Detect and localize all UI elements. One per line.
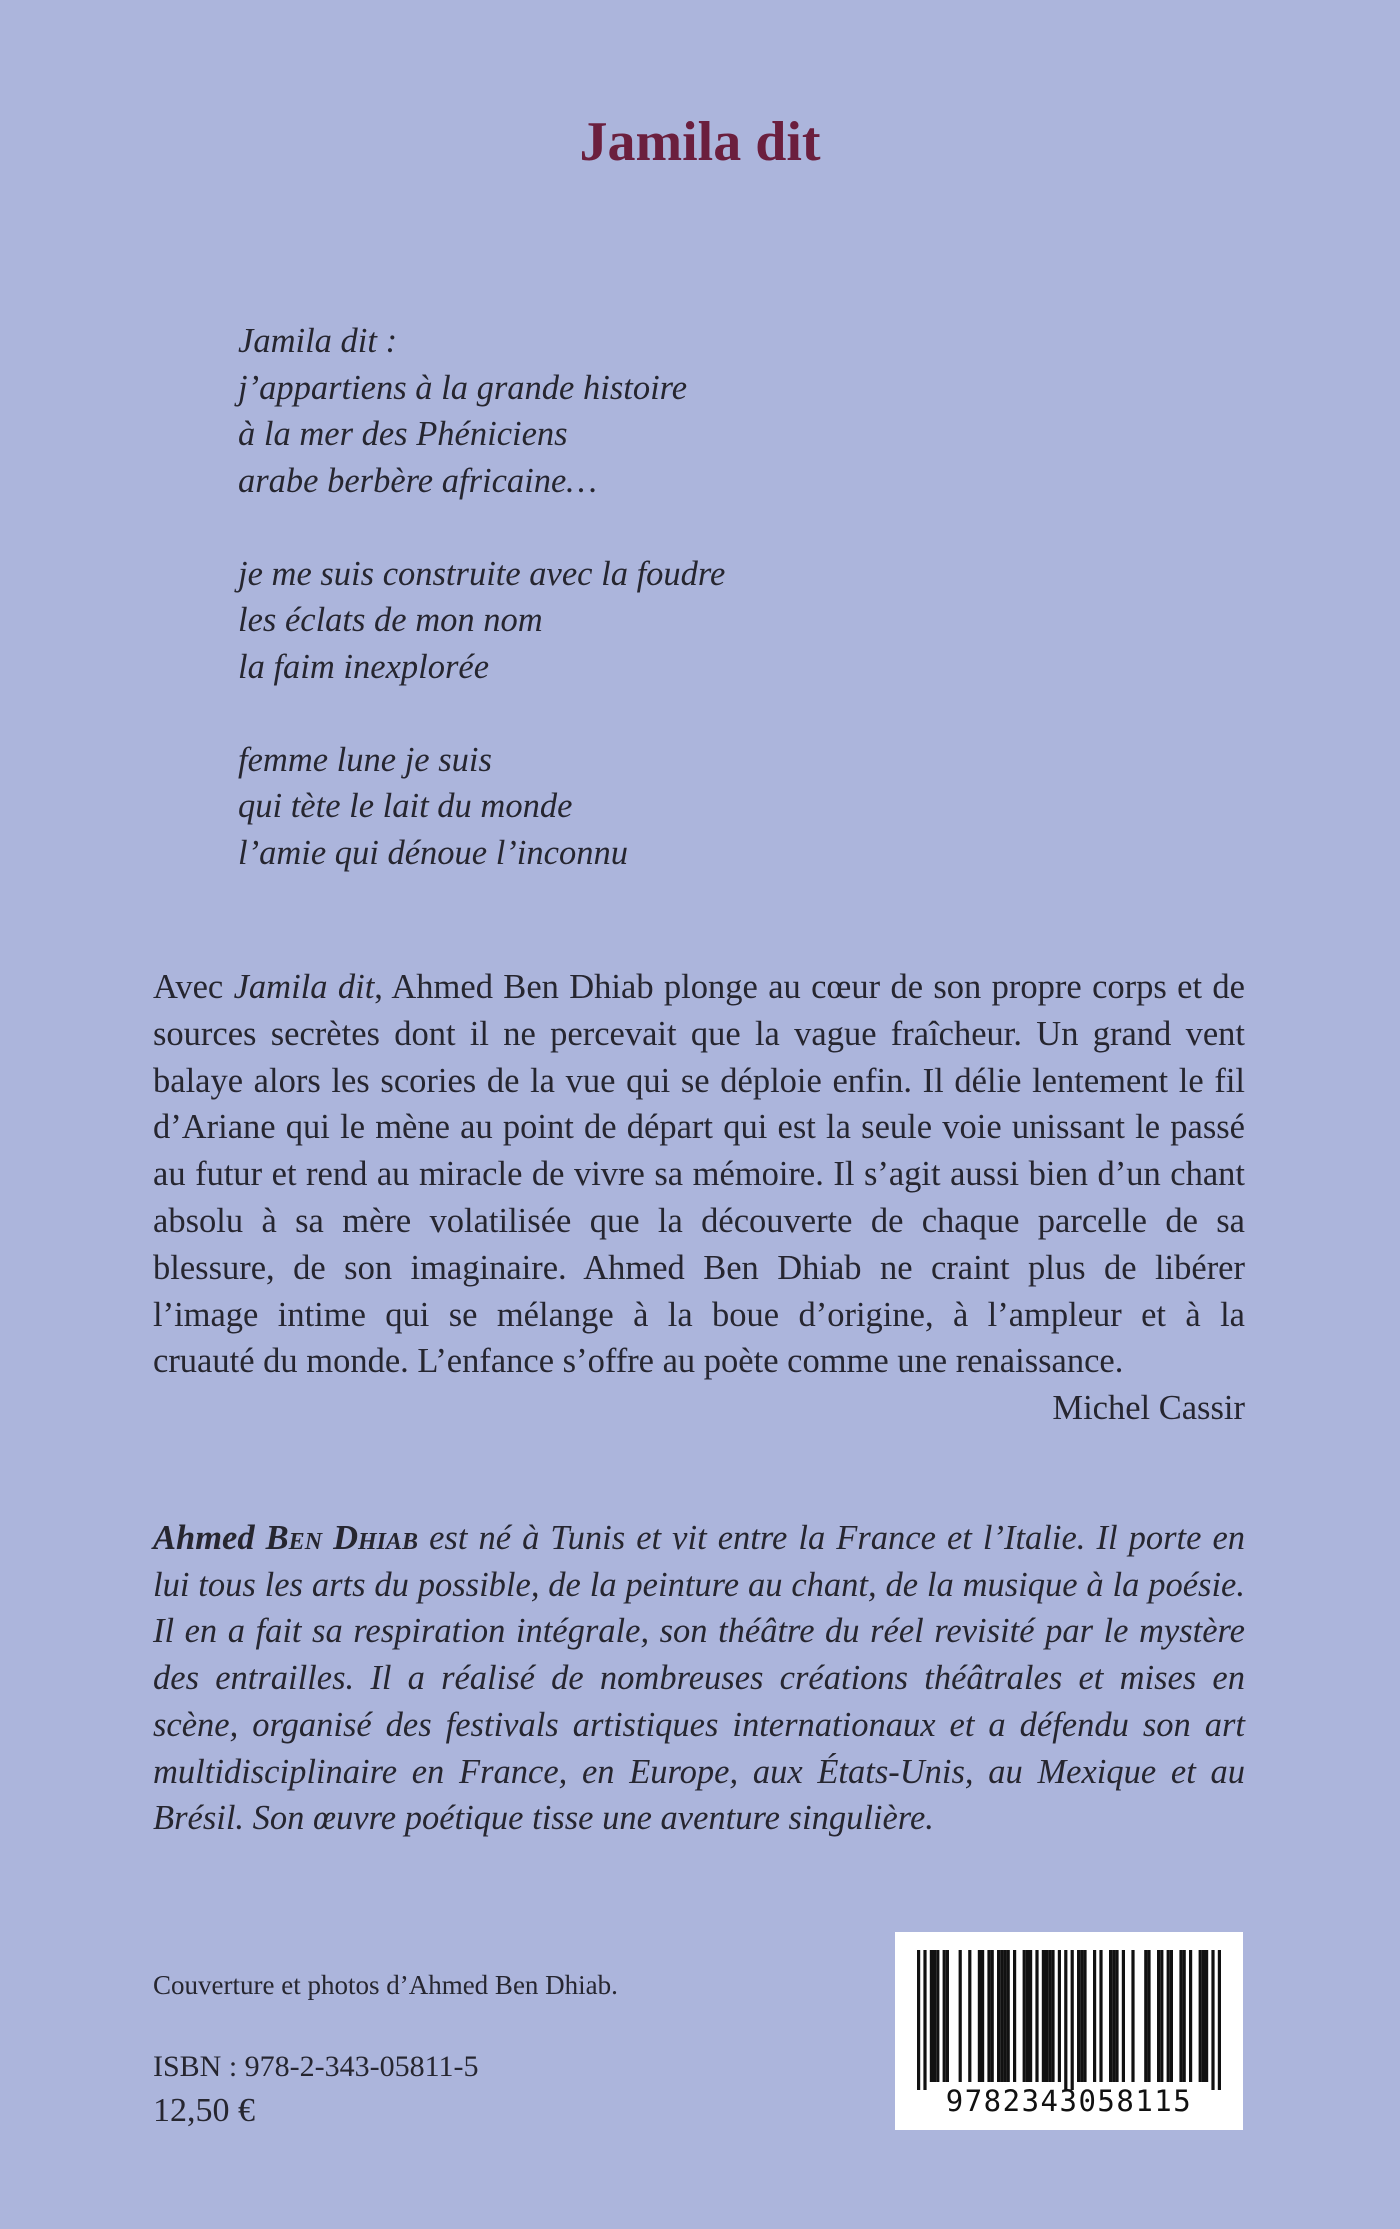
barcode-bar bbox=[981, 1950, 984, 2082]
barcode-bar bbox=[1026, 1950, 1029, 2082]
barcode-bar bbox=[1131, 1950, 1134, 2082]
blurb-last-line: cruauté du monde. L’enfance s’offre au poète comme une renaissance. bbox=[153, 1342, 1124, 1380]
barcode-bar bbox=[1029, 1950, 1032, 2082]
barcode-bar bbox=[946, 1950, 949, 2082]
barcode-bar bbox=[1023, 1950, 1026, 2082]
barcode-bar bbox=[1157, 1950, 1160, 2082]
barcode-bar bbox=[1080, 1950, 1083, 2082]
poem-stanza-3 bbox=[238, 737, 1138, 877]
barcode bbox=[895, 1932, 1243, 2130]
poem-line: l’amie qui dénoue l’inconnu bbox=[238, 833, 628, 872]
author-last-name-1: Ben bbox=[265, 1519, 323, 1557]
barcode-bar bbox=[1058, 1950, 1061, 2082]
barcode-digits: 9782343058115 bbox=[945, 2084, 1193, 2118]
barcode-bar bbox=[1099, 1950, 1102, 2082]
poem-line: les éclats de mon nom bbox=[238, 601, 543, 639]
barcode-bar bbox=[1093, 1950, 1096, 2082]
blurb-signature: Michel Cassir bbox=[1052, 1389, 1245, 1427]
bio-text: est né à Tunis et vit entre la France et l’Italie. Il porte en lui tous les arts du possible, de la peinture au chant, de la musique à la poésie. Il en a fait sa respiration intégrale, son théâtre du réel revisité par le mystère des entrailles. Il a réalisé de nombreuses créations théâtrales et mises en scène, organisé des festivals artistiques internationaux et a défendu son art multidisciplinaire en France, en Europe, aux États-Unis, au Mexique et au bbox=[153, 1519, 1246, 1791]
barcode-bar bbox=[933, 1950, 936, 2082]
barcode-bar bbox=[1003, 1950, 1006, 2082]
barcode-bar bbox=[1013, 1950, 1016, 2082]
barcode-bar bbox=[1112, 1950, 1115, 2082]
barcode-bar bbox=[917, 1950, 920, 2090]
poem-line: femme lune je suis bbox=[238, 740, 492, 779]
bio-last-line: Brésil. Son œuvre poétique tisse une aventure singulière. bbox=[153, 1799, 934, 1837]
barcode-bar bbox=[1183, 1950, 1186, 2082]
barcode-bar bbox=[1035, 1950, 1038, 2082]
barcode-bar bbox=[1045, 1950, 1048, 2082]
poem-excerpt bbox=[238, 318, 1138, 876]
barcode-bar bbox=[1147, 1950, 1150, 2082]
isbn: ISBN : 978-2-343-05811-5 bbox=[153, 2050, 479, 2083]
blurb-text: , Ahmed Ben Dhiab plonge au cœur de son propre corps et de sources secrètes dont il ne percevait que la vague fraîcheur. Un grand vent balaye alors les scories de la vue qui se déploie enfin. Il délie lentement le fil d’Ariane qui le mène au point de départ qui est la seule voie unissant le passé au futur et rend au miracle de vivre sa mémoire. Il s’agit aussi bien d’un chant absolu à sa mère volatilisée que la découverte de chaque parcelle de sa blessure, de son imaginaire. Ahmed Ben Dhiab ne craint plus de libérer l’image intime qui se mélange à la boue d’origine, à l’ampleur et à la bbox=[153, 968, 1245, 1334]
poem-line: j’appartiens à la grande histoire bbox=[238, 368, 688, 407]
barcode-bar bbox=[1179, 1950, 1182, 2082]
barcode-bar bbox=[987, 1950, 990, 2082]
barcode-bar bbox=[1048, 1950, 1051, 2082]
barcode-bar bbox=[1064, 1950, 1067, 2090]
price: 12,50 € bbox=[153, 2092, 255, 2129]
barcode-bar bbox=[978, 1950, 981, 2082]
poem-line: la faim inexplorée bbox=[238, 647, 490, 686]
author-last-name-2: Dhiab bbox=[333, 1519, 419, 1557]
author-name bbox=[153, 1519, 418, 1557]
blurb-intro: Avec bbox=[153, 968, 234, 1006]
barcode-bar bbox=[1189, 1950, 1192, 2082]
barcode-bar bbox=[968, 1950, 971, 2082]
barcode-bar bbox=[923, 1950, 926, 2090]
barcode-bar bbox=[1083, 1950, 1086, 2082]
poem-line: Jamila dit : bbox=[238, 322, 398, 360]
barcode-bar bbox=[1199, 1950, 1202, 2082]
barcode-bar bbox=[1077, 1950, 1080, 2082]
barcode-bar bbox=[1170, 1950, 1173, 2082]
barcode-bar bbox=[1211, 1950, 1214, 2090]
cover-credits: Couverture et photos d’Ahmed Ben Dhiab. bbox=[153, 1970, 618, 2000]
poem-line: qui tète le lait du monde bbox=[238, 787, 573, 825]
barcode-bar bbox=[991, 1950, 994, 2082]
author-bio bbox=[153, 1515, 1245, 1795]
author-first-name: Ahmed bbox=[153, 1519, 255, 1557]
blurb-book-title: Jamila dit bbox=[233, 968, 375, 1006]
barcode-bar bbox=[1202, 1950, 1205, 2082]
barcode-bar bbox=[1144, 1950, 1147, 2082]
poem-line: je me suis construite avec la foudre bbox=[238, 554, 726, 593]
poem-stanza-2 bbox=[238, 551, 1138, 691]
barcode-bar bbox=[1042, 1950, 1045, 2082]
barcode-bar bbox=[997, 1950, 1000, 2082]
barcode-bar bbox=[959, 1950, 962, 2082]
barcode-bar bbox=[1205, 1950, 1208, 2082]
barcode-bar bbox=[930, 1950, 933, 2082]
barcode-bar bbox=[1167, 1950, 1170, 2082]
book-title: Jamila dit bbox=[579, 111, 821, 173]
barcode-bar bbox=[1218, 1950, 1221, 2090]
barcode-bar bbox=[1122, 1950, 1125, 2082]
poem-line: à la mer des Phéniciens bbox=[238, 415, 568, 453]
barcode-bar bbox=[1007, 1950, 1010, 2082]
barcode-bar bbox=[1000, 1950, 1003, 2082]
barcode-bar bbox=[1115, 1950, 1118, 2082]
barcode-bar bbox=[943, 1950, 946, 2082]
back-cover-blurb bbox=[153, 964, 1245, 1338]
barcode-bar bbox=[1071, 1950, 1074, 2090]
barcode-bar bbox=[1160, 1950, 1163, 2082]
barcode-bar bbox=[1109, 1950, 1112, 2082]
poem-line: arabe berbère africaine… bbox=[238, 461, 597, 500]
barcode-bar bbox=[1051, 1950, 1054, 2082]
barcode-bar bbox=[936, 1950, 939, 2082]
poem-stanza-1 bbox=[238, 318, 1138, 504]
